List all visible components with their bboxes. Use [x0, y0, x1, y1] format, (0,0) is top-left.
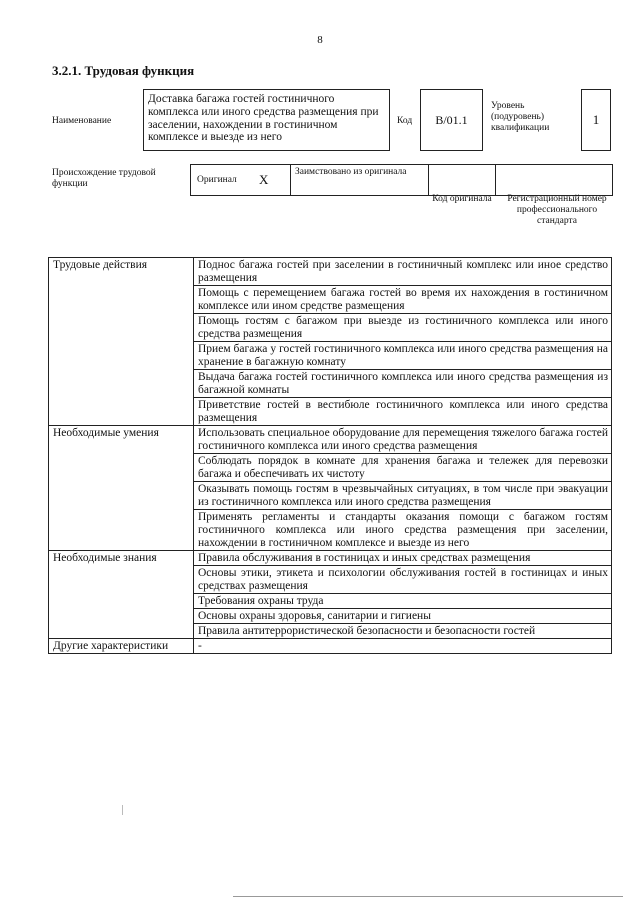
table-row	[49, 551, 612, 566]
origin-code-caption: Код оригинала	[432, 194, 492, 204]
description-cell: Применять регламенты и стандарты оказания помощи с багажом гостям гостиничного комплекса или иного средства размещения при заселении, нахождении в гостиничном комплексе и выезде из него	[194, 510, 612, 551]
origin-reg-cell	[496, 165, 612, 195]
description-cell: Правила обслуживания в гостиницах и иных средствах размещения	[194, 551, 612, 566]
description-cell: Помощь гостям с багажом при выезде из гостиничного комплекса или иного средства размещения	[194, 314, 612, 342]
origin-label: Происхождение трудовой функции	[52, 168, 156, 189]
description-cell: Поднос багажа гостей при заселении в гостиничный комплекс или иное средство размещения	[194, 258, 612, 286]
description-cell: -	[194, 639, 612, 654]
scan-mark	[122, 805, 123, 815]
description-cell: Правила антитеррористической безопасности и безопасности гостей	[194, 624, 612, 639]
category-cell: Трудовые действия	[49, 258, 194, 426]
page-number: 8	[317, 34, 323, 46]
category-cell: Другие характеристики	[49, 639, 194, 654]
original-mark: X	[259, 172, 269, 187]
function-code-box: B/01.1	[420, 89, 483, 151]
function-details-table	[48, 257, 612, 654]
table-row	[49, 258, 612, 286]
origin-borrowed-cell	[291, 165, 429, 195]
code-label: Код	[397, 116, 413, 126]
borrowed-label: Заимствовано из оригинала	[295, 167, 407, 177]
category-cell: Необходимые знания	[49, 551, 194, 639]
description-cell: Приветствие гостей в вестибюле гостиничного комплекса или иного средства размещения	[194, 398, 612, 426]
function-name-box: Доставка багажа гостей гостиничного комплекса или иного средства размещения при заселении, нахождении в гостиничном комплексе и выезде из него	[143, 89, 390, 151]
origin-row	[190, 164, 613, 196]
origin-code-cell	[429, 165, 496, 195]
description-cell: Помощь с перемещением багажа гостей во время их нахождения в гостиничном комплексе или ином средстве размещения	[194, 286, 612, 314]
description-cell: Использовать специальное оборудование для перемещения тяжелого багажа гостей гостиничного комплекса или иного средства размещения	[194, 426, 612, 454]
description-cell: Прием багажа у гостей гостиничного комплекса или иного средства размещения на хранение в багажную комнату	[194, 342, 612, 370]
description-cell: Требования охраны труда	[194, 594, 612, 609]
qualification-level-box: 1	[581, 89, 611, 151]
description-cell: Оказывать помощь гостям в чрезвычайных ситуациях, в том числе при эвакуации из гостиничного комплекса или иного средства размещения	[194, 482, 612, 510]
section-title: 3.2.1. Трудовая функция	[52, 63, 195, 78]
qualification-level-label: Уровень (подуровень) квалификации	[491, 101, 550, 133]
table-row	[49, 426, 612, 454]
scan-line	[233, 896, 623, 897]
table-row	[49, 639, 612, 654]
description-cell: Соблюдать порядок в комнате для хранения багажа и тележек для перевозки багажа и обеспечивать их чистоту	[194, 454, 612, 482]
name-label: Наименование	[52, 116, 112, 126]
description-cell: Выдача багажа гостей гостиничного комплекса или иного средства размещения из багажной комнаты	[194, 370, 612, 398]
origin-reg-caption: Регистрационный номер профессионального стандарта	[507, 194, 607, 226]
original-label: Оригинал	[197, 175, 237, 185]
origin-original-cell	[191, 165, 291, 195]
category-cell: Необходимые умения	[49, 426, 194, 551]
description-cell: Основы охраны здоровья, санитарии и гигиены	[194, 609, 612, 624]
description-cell: Основы этики, этикета и психологии обслуживания гостей в гостиницах и иных средствах размещения	[194, 566, 612, 594]
